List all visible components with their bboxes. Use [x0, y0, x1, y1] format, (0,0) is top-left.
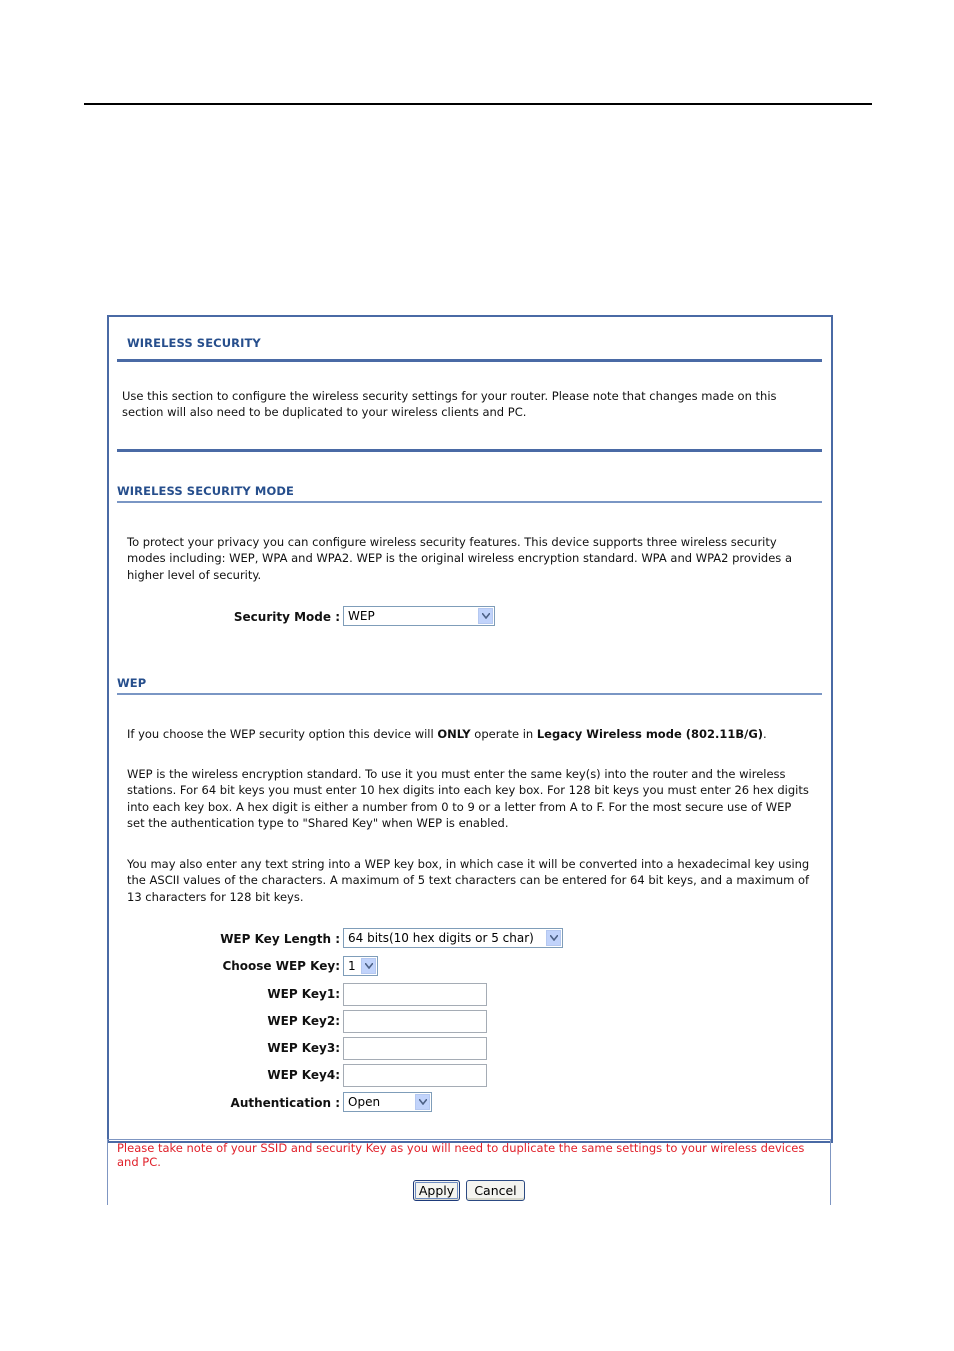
wep-key3-label: WEP Key3: [267, 1041, 340, 1055]
wep-key-length-label: WEP Key Length : [220, 932, 340, 946]
security-mode-select[interactable] [343, 606, 495, 626]
wep-description: WEP is the wireless encryption standard. To use it you must enter the same key(s) into the router and the wireless stations. For 64 bit keys you must enter 10 hex digits into each key box. For 128 bit keys you must enter 26 hex digits into each key box. A hex digit is either a number from 0 to 9 or a letter from A to F. For the most secure use of WEP set the authentication type to "Shared Key" when WEP is enabled. [127, 767, 809, 830]
chevron-down-icon[interactable] [478, 608, 493, 624]
security-mode-label: Security Mode : [233, 610, 340, 624]
chevron-down-icon[interactable] [546, 930, 561, 946]
cancel-button[interactable]: Cancel [466, 1180, 525, 1201]
panel-title-rule [117, 359, 822, 362]
authentication-label: Authentication : [230, 1096, 340, 1110]
wep-key2-label: WEP Key2: [267, 1014, 340, 1028]
chevron-down-icon[interactable] [361, 958, 376, 974]
mode-description: To protect your privacy you can configure wireless security features. This device supports three wireless security modes including: WEP, WPA and WPA2. WEP is the original wireless encryption standard. WPA and WPA2 provides a higher level of security. [127, 535, 792, 582]
wep-key-length-select[interactable] [343, 928, 563, 948]
authentication-value: Open [348, 1095, 381, 1109]
panel-title: WIRELESS SECURITY [127, 336, 261, 350]
chevron-down-icon[interactable] [415, 1094, 430, 1110]
wep-key1-label: WEP Key1: [267, 987, 340, 1001]
panel-intro: Use this section to configure the wireless security settings for your router. Please note that changes made on this section will also need to be duplicated to your wireless clients and PC. [122, 389, 777, 420]
wep-key-length-value: 64 bits(10 hex digits or 5 char) [348, 931, 534, 945]
wep-key4-input[interactable] [343, 1064, 487, 1087]
wep-key3-input[interactable] [343, 1037, 487, 1060]
choose-wep-key-select[interactable] [343, 956, 378, 976]
wep-legacy-note: If you choose the WEP security option this device will ONLY operate in Legacy Wireless mode (802.11B/G). [127, 727, 767, 741]
security-mode-value: WEP [348, 609, 375, 623]
wep-section-title: WEP [117, 676, 147, 690]
choose-wep-key-label: Choose WEP Key: [222, 959, 340, 973]
wep-key2-input[interactable] [343, 1010, 487, 1033]
mode-section-title: WIRELESS SECURITY MODE [117, 484, 294, 498]
authentication-select[interactable] [343, 1092, 432, 1112]
wep-section-rule [117, 693, 822, 695]
choose-wep-key-value: 1 [348, 959, 356, 973]
apply-button[interactable]: Apply [413, 1180, 460, 1201]
page-top-rule [84, 103, 872, 105]
wep-text-key-description: You may also enter any text string into a WEP key box, in which case it will be converted into a hexadecimal key using the ASCII values of the characters. A maximum of 5 text characters can be entered for 64 bit keys, and a maximum of 13 characters for 128 bit keys. [127, 857, 810, 904]
mode-section-rule [117, 501, 822, 503]
wep-key4-label: WEP Key4: [267, 1068, 340, 1082]
section-divider [117, 449, 822, 452]
wep-key1-input[interactable] [343, 983, 487, 1006]
ssid-key-warning: Please take note of your SSID and security Key as you will need to duplicate the same settings to your wireless devices and PC. [117, 1141, 805, 1169]
